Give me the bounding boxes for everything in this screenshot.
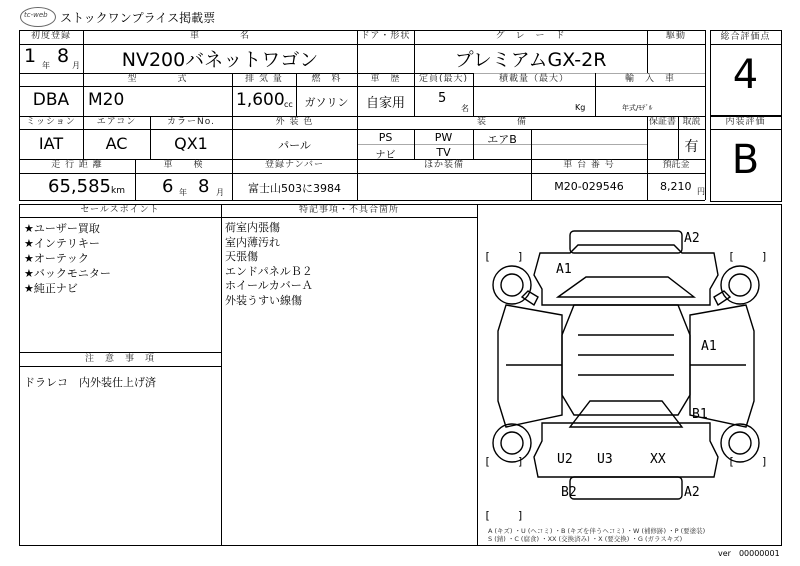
grade-value: プレミアムGX-2R xyxy=(454,49,607,71)
sales-points-header: セールスポイント xyxy=(80,205,160,215)
damage-mark: A1 xyxy=(556,262,572,277)
displacement-header: 排 気 量 xyxy=(245,74,283,84)
interior-score-value: B xyxy=(731,137,760,183)
aircon-header: エアコン xyxy=(96,117,137,127)
rear-cab-shape xyxy=(534,423,718,477)
model-value: M20 xyxy=(88,90,125,110)
grade-header: グ レ ー ド xyxy=(495,31,566,41)
list-item: ホイールカバーＡ xyxy=(225,279,313,292)
bracket-marker: [ ] xyxy=(484,250,524,263)
right-mirror-shape xyxy=(714,291,730,305)
list-item: 天張傷 xyxy=(225,250,258,263)
inspection-month: 8 xyxy=(198,176,210,197)
inspection-month-unit: 月 xyxy=(216,188,224,197)
first-reg-month: 1 xyxy=(24,45,37,67)
displacement-unit: cc xyxy=(284,100,293,109)
equip-tv: TV xyxy=(436,146,451,159)
list-item: ★オーテック xyxy=(24,252,89,265)
rear-bumper-shape xyxy=(570,477,682,499)
displacement-value: 1,600 xyxy=(236,90,285,110)
reg-number-value: 富士山503に3984 xyxy=(248,182,341,195)
first-reg-day: 8 xyxy=(57,45,70,67)
list-item: ★インテリキー xyxy=(24,237,100,250)
equip-airbag: エアB xyxy=(487,133,517,146)
bracket-marker: [ ] xyxy=(728,250,768,263)
logo-text: tc-web xyxy=(24,11,48,19)
inspection-year-unit: 年 xyxy=(179,188,187,197)
bracket-marker: [ ] xyxy=(484,509,524,522)
warranty-header: 保証書 xyxy=(648,117,676,127)
model-prefix: DBA xyxy=(32,90,70,110)
bracket-marker: [ ] xyxy=(484,455,524,468)
first-reg-header: 初度登録 xyxy=(30,31,71,41)
left-mirror-shape xyxy=(522,291,538,305)
load-unit: Kg xyxy=(575,103,586,112)
mileage-unit: km xyxy=(111,186,125,196)
recycle-header: 預託金 xyxy=(662,160,690,170)
aircon-value: AC xyxy=(105,134,128,153)
list-item: ★バックモニター xyxy=(24,267,111,280)
mission-value: IAT xyxy=(38,134,64,153)
left-side-panel xyxy=(498,305,562,427)
overall-score-header: 総合評価点 xyxy=(720,32,771,42)
first-reg-month-unit: 年 xyxy=(42,61,50,70)
manual-header: 取説 xyxy=(682,117,701,127)
damage-mark: U3 xyxy=(597,452,613,467)
capacity-unit: 名 xyxy=(461,104,469,113)
list-item: ★純正ナビ xyxy=(24,282,78,295)
cautions-header: 注 意 事 項 xyxy=(84,354,155,364)
first-reg-day-unit: 月 xyxy=(72,61,80,70)
list-item: エンドパネルＢ２ xyxy=(225,264,313,278)
model-header: 型 式 xyxy=(127,74,188,84)
cautions-list xyxy=(24,374,156,390)
mission-header: ミッション xyxy=(26,117,76,127)
front-bumper-shape xyxy=(570,231,682,253)
equip-navi: ナビ xyxy=(375,150,396,161)
import-header: 輸 入 車 xyxy=(624,74,675,84)
damage-mark: XX xyxy=(650,452,666,467)
inspection-header: 車 検 xyxy=(163,160,204,170)
logo xyxy=(20,7,56,27)
ext-color-value: パール xyxy=(278,139,311,152)
damage-mark: U2 xyxy=(557,452,573,467)
wheel-front-left xyxy=(493,266,531,304)
capacity-header: 定員(最大) xyxy=(418,74,469,84)
damage-mark: A2 xyxy=(684,231,700,246)
load-header: 積載量（最大） xyxy=(498,74,569,84)
manual-value: 有 xyxy=(684,139,699,155)
history-value: 自家用 xyxy=(365,96,405,111)
overall-score-value: 4 xyxy=(732,52,759,98)
color-no-value: QX1 xyxy=(174,134,208,153)
other-equipment-header: ほか装備 xyxy=(423,160,464,170)
legend-line: S (錆) ・C (腐食) ・XX (交換済み) ・X (要交換) ・G (ガラスキズ) xyxy=(488,535,683,543)
version-label: ver 00000001 xyxy=(718,549,780,558)
wheel-front-right xyxy=(721,266,759,304)
page-title: ストックワンプライス掲載票 xyxy=(60,11,216,25)
sales-points-list xyxy=(24,221,111,296)
list-item: ドラレコ 内外装仕上げ済 xyxy=(24,376,156,389)
fuel-value: ガソリン xyxy=(304,96,349,109)
equip-ps: PS xyxy=(378,131,393,144)
list-item: 室内薄汚れ xyxy=(225,235,280,249)
damage-mark: B2 xyxy=(561,485,577,500)
mileage-header: 走 行 距 離 xyxy=(51,160,103,170)
door-shape-header: ドア・形状 xyxy=(360,31,411,41)
legend-line: A (キズ) ・U (ヘコミ) ・B (キズを伴うヘコミ) ・W (補修跡) ・P (要塗装) xyxy=(488,527,706,535)
damage-legend xyxy=(488,527,705,543)
roof-shape xyxy=(562,305,690,415)
color-no-header: カラーNo. xyxy=(167,117,215,127)
bracket-marker: [ ] xyxy=(728,455,768,468)
list-item: 荷室内張傷 xyxy=(225,221,280,234)
damage-mark: A2 xyxy=(684,485,700,500)
damage-mark: A1 xyxy=(701,339,717,354)
fuel-header: 燃 料 xyxy=(311,74,342,84)
import-model-year: 年式/ﾓﾃﾞﾙ xyxy=(622,104,653,112)
special-notes-header: 特記事項・不具合箇所 xyxy=(298,205,399,215)
interior-score-header: 内装評価 xyxy=(725,117,766,127)
car-name: NV200バネットワゴン xyxy=(121,49,319,71)
recycle-value: 8,210 xyxy=(660,180,692,193)
list-item: 外装うすい線傷 xyxy=(225,293,302,307)
car-name-header: 車 名 xyxy=(189,31,250,41)
list-item: ★ユーザー買取 xyxy=(24,222,100,235)
recycle-unit: 円 xyxy=(697,187,705,196)
history-header: 車 歴 xyxy=(370,74,401,84)
equipment-header: 装 備 xyxy=(476,117,527,127)
damage-mark: B1 xyxy=(692,407,708,422)
inspection-year: 6 xyxy=(162,176,174,197)
mileage-value: 65,585 xyxy=(48,176,111,197)
reg-number-header: 登録ナンバー xyxy=(265,160,324,170)
capacity-value: 5 xyxy=(438,91,447,106)
drive-header: 駆動 xyxy=(665,31,686,41)
chassis-no-value: M20-029546 xyxy=(554,180,624,193)
ext-color-header: 外 装 色 xyxy=(275,117,314,127)
windshield-shape xyxy=(558,277,694,297)
chassis-no-header: 車 台 番 号 xyxy=(563,160,615,170)
equip-pw: PW xyxy=(434,131,453,144)
special-notes-list xyxy=(225,221,313,308)
